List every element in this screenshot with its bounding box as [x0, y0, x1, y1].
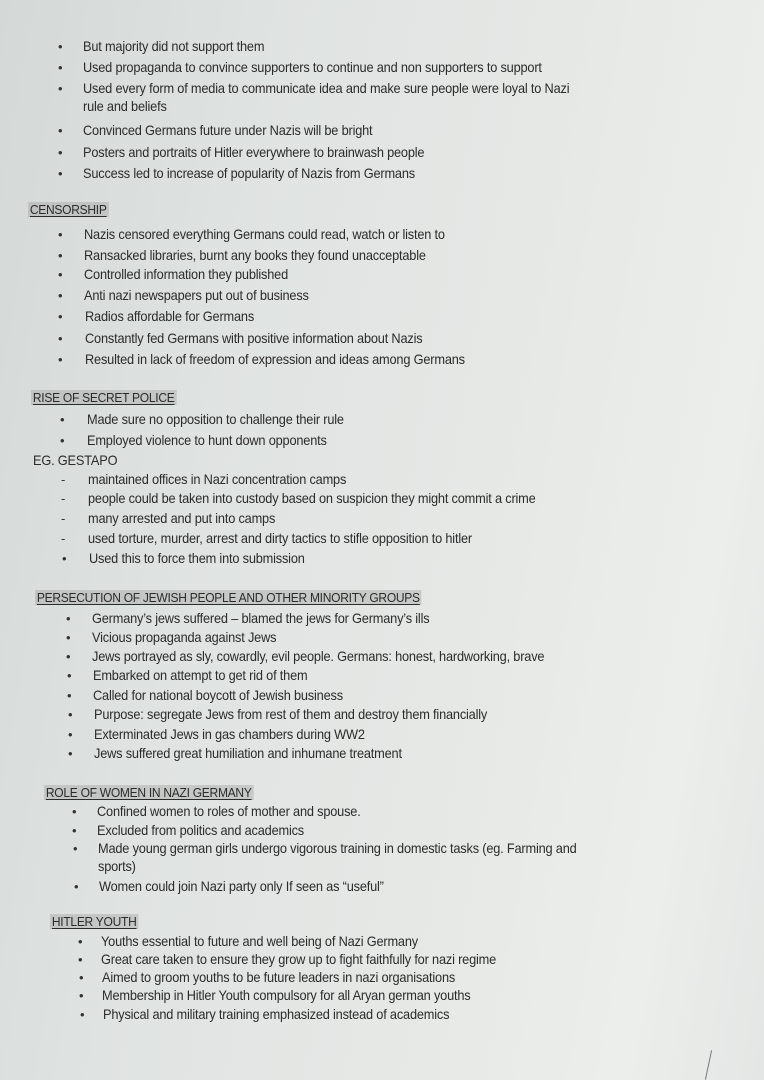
bullet-icon: •: [58, 352, 63, 367]
list-item: Great care taken to ensure they grow up to fight faithfully for nazi regime: [101, 952, 497, 967]
list-item: Physical and military training emphasized instead of academics: [103, 1007, 450, 1022]
list-item: Anti nazi newspapers put out of business: [84, 288, 309, 303]
bullet-icon: •: [58, 248, 63, 263]
list-item: Called for national boycott of Jewish business: [93, 688, 343, 703]
bullet-icon: •: [58, 145, 63, 160]
list-item: Posters and portraits of Hitler everywhere to brainwash people: [83, 145, 425, 160]
bullet-icon: •: [58, 81, 63, 96]
bullet-icon: •: [66, 649, 71, 664]
bullet-icon: •: [78, 952, 83, 967]
list-item: Used every form of media to communicate idea and make sure people were loyal to Nazi: [83, 81, 570, 96]
bullet-icon: •: [58, 123, 63, 138]
list-item: Exterminated Jews in gas chambers during WW2: [94, 727, 365, 742]
list-item: Ransacked libraries, burnt any books they found unacceptable: [84, 248, 426, 263]
list-item: Success led to increase of popularity of Nazis from Germans: [83, 166, 415, 181]
dash-icon: -: [61, 472, 66, 487]
list-item: Women could join Nazi party only If seen as “useful”: [99, 879, 384, 894]
bullet-icon: •: [66, 611, 71, 626]
list-item: Youths essential to future and well being of Nazi Germany: [101, 934, 418, 949]
dash-item: maintained offices in Nazi concentration camps: [88, 472, 347, 487]
list-item: Membership in Hitler Youth compulsory for all Aryan german youths: [102, 988, 471, 1003]
list-item: Purpose: segregate Jews from rest of them and destroy them financially: [94, 707, 488, 722]
bullet-icon: •: [73, 841, 78, 856]
bullet-icon: •: [67, 688, 72, 703]
list-item: Jews suffered great humiliation and inhumane treatment: [94, 746, 402, 761]
bullet-icon: •: [62, 551, 67, 566]
list-item: Convinced Germans future under Nazis will be bright: [83, 123, 373, 138]
list-item: Employed violence to hunt down opponents: [87, 433, 327, 448]
list-item-continuation: rule and beliefs: [83, 99, 167, 114]
list-item: Used this to force them into submission: [89, 551, 305, 566]
list-item: Excluded from politics and academics: [97, 823, 305, 838]
list-item: Nazis censored everything Germans could read, watch or listen to: [84, 227, 445, 242]
example-label: EG. GESTAPO: [33, 453, 118, 468]
list-item: Vicious propaganda against Jews: [92, 630, 277, 645]
bullet-icon: •: [79, 988, 84, 1003]
list-item: Aimed to groom youths to be future leaders in nazi organisations: [102, 970, 456, 985]
bullet-icon: •: [58, 39, 63, 54]
list-item-continuation: sports): [98, 859, 136, 874]
dash-icon: -: [61, 531, 66, 546]
dash-item: used torture, murder, arrest and dirty tactics to stifle opposition to hitler: [88, 531, 472, 546]
dash-icon: -: [61, 511, 66, 526]
bullet-icon: •: [60, 433, 65, 448]
list-item: Made young german girls undergo vigorous training in domestic tasks (eg. Farming and: [98, 841, 577, 856]
bullet-icon: •: [58, 288, 63, 303]
bullet-icon: •: [68, 746, 73, 761]
bullet-icon: •: [58, 60, 63, 75]
bullet-icon: •: [60, 412, 65, 427]
section-heading: RISE OF SECRET POLICE: [32, 390, 175, 405]
bullet-icon: •: [80, 1007, 85, 1022]
dash-icon: -: [61, 491, 66, 506]
bullet-icon: •: [72, 823, 77, 838]
list-item: Jews portrayed as sly, cowardly, evil people. Germans: honest, hardworking, brave: [92, 649, 545, 664]
list-item: Germany’s jews suffered – blamed the jews for Germany’s ills: [92, 611, 430, 626]
bullet-icon: •: [67, 668, 72, 683]
list-item: Confined women to roles of mother and spouse.: [97, 804, 361, 819]
list-item: Used propaganda to convince supporters to continue and non supporters to support: [83, 60, 542, 75]
list-item: Controlled information they published: [84, 267, 289, 282]
bullet-icon: •: [58, 309, 63, 324]
bullet-icon: •: [68, 727, 73, 742]
bullet-icon: •: [68, 707, 73, 722]
section-heading: ROLE OF WOMEN IN NAZI GERMANY: [45, 785, 252, 800]
section-heading: PERSECUTION OF JEWISH PEOPLE AND OTHER MINORITY GROUPS: [36, 590, 420, 605]
bullet-icon: •: [78, 934, 83, 949]
dash-item: people could be taken into custody based on suspicion they might commit a crime: [88, 491, 536, 506]
bullet-icon: •: [58, 267, 63, 282]
bullet-icon: •: [58, 166, 63, 181]
list-item: Constantly fed Germans with positive information about Nazis: [85, 331, 423, 346]
list-item: Radios affordable for Germans: [85, 309, 255, 324]
list-item: Embarked on attempt to get rid of them: [93, 668, 308, 683]
bullet-icon: •: [66, 630, 71, 645]
dash-item: many arrested and put into camps: [88, 511, 276, 526]
bullet-icon: •: [58, 331, 63, 346]
section-heading: HITLER YOUTH: [51, 914, 137, 929]
bullet-icon: •: [58, 227, 63, 242]
list-item: Resulted in lack of freedom of expression and ideas among Germans: [85, 352, 465, 367]
section-heading: CENSORSHIP: [29, 202, 107, 217]
bullet-icon: •: [72, 804, 77, 819]
list-item: But majority did not support them: [83, 39, 265, 54]
pen-mark: [705, 1050, 712, 1080]
bullet-icon: •: [74, 879, 79, 894]
list-item: Made sure no opposition to challenge their rule: [87, 412, 344, 427]
bullet-icon: •: [79, 970, 84, 985]
